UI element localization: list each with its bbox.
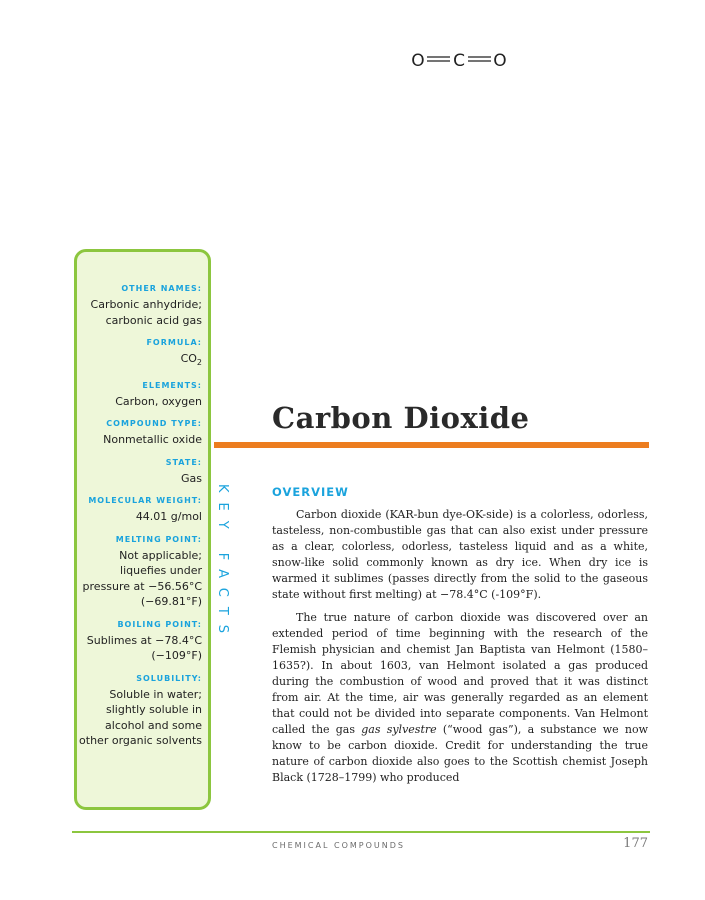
page-title: Carbon Dioxide (272, 401, 530, 435)
formula-main: CO (180, 352, 197, 365)
article-body (272, 507, 648, 793)
paragraph-2-part-2: (“wood gas”), a substance we now know to be carbon dioxide. Credit for understanding the true nature of carbon dioxide also goes to the Scottish chemist Joseph Black (1728–1799) who produced (272, 723, 648, 784)
boiling-point-label: BOILING POINT: (117, 619, 202, 629)
state-value: Gas (181, 471, 202, 485)
compound-type-label: COMPOUND TYPE: (106, 419, 202, 429)
boiling-point-value: Sublimes at −78.4°C (−109°F) (86, 633, 202, 663)
formula-label: FORMULA: (146, 338, 202, 347)
paragraph-2 (272, 610, 648, 786)
paragraph-2-part-1: The true nature of carbon dioxide was discovered over an extended period of time beginning with the research of the Flemish physician and chemist Jan Baptista van Helmont (1580–1635?). In about 1603, van Helmont isolated a gas produced during the combustion of wood and proved that it was distinct from air. At the time, air was generally regarded as an element that could not be divided into separate components. Van Helmont called the gas (272, 611, 648, 736)
key-facts-vertical-label: KEY FACTS (215, 484, 230, 644)
melting-point-value: Not applicable; liquefies under pressure at −56.56°C (−69.81°F) (82, 548, 202, 609)
elements-label: ELEMENTS: (142, 380, 202, 390)
solubility-value: Soluble in water; slightly soluble in alcohol and some other organic solvents (79, 687, 202, 748)
key-facts-list (74, 283, 202, 749)
solubility-label: SOLUBILITY: (136, 673, 202, 683)
atom-oxygen-right: O (493, 51, 507, 71)
footer-label: CHEMICAL COMPOUNDS (272, 841, 405, 850)
paragraph-1: Carbon dioxide (KAR-bun dye-OK-side) is a colorless, odorless, tasteless, non-combustible gas that can also exist under pressure as a clear, colorless, odorless, tasteless liquid and as a white, snow-like solid commonly known as dry ice. When dry ice is warmed it sublimes (passes directly from the solid to the gaseous state without first melting) at −78.4°C (-109°F). (272, 508, 648, 601)
formula-value (74, 351, 202, 371)
molecular-weight-value: 44.01 g/mol (135, 510, 202, 524)
other-names-value: Carbonic anhydride; carbonic acid gas (90, 298, 202, 327)
page-number: 177 (623, 836, 648, 851)
structural-formula (410, 48, 510, 72)
formula-subscript: 2 (196, 358, 202, 368)
title-rule (214, 442, 649, 448)
overview-heading: OVERVIEW (272, 485, 349, 499)
atom-carbon: C (453, 51, 465, 71)
structural-formula-icon (410, 48, 510, 72)
other-names-label: OTHER NAMES: (121, 284, 202, 293)
compound-type-value: Nonmetallic oxide (103, 433, 202, 447)
footer-rule (72, 831, 650, 833)
key-facts-box (74, 249, 211, 810)
paragraph-2-italic: gas sylvestre (361, 723, 437, 736)
molecular-weight-label: MOLECULAR WEIGHT: (88, 496, 202, 506)
state-label: STATE: (165, 457, 202, 467)
atom-oxygen-left: O (411, 51, 425, 71)
melting-point-label: MELTING POINT: (115, 534, 202, 544)
elements-value: Carbon, oxygen (115, 394, 202, 408)
